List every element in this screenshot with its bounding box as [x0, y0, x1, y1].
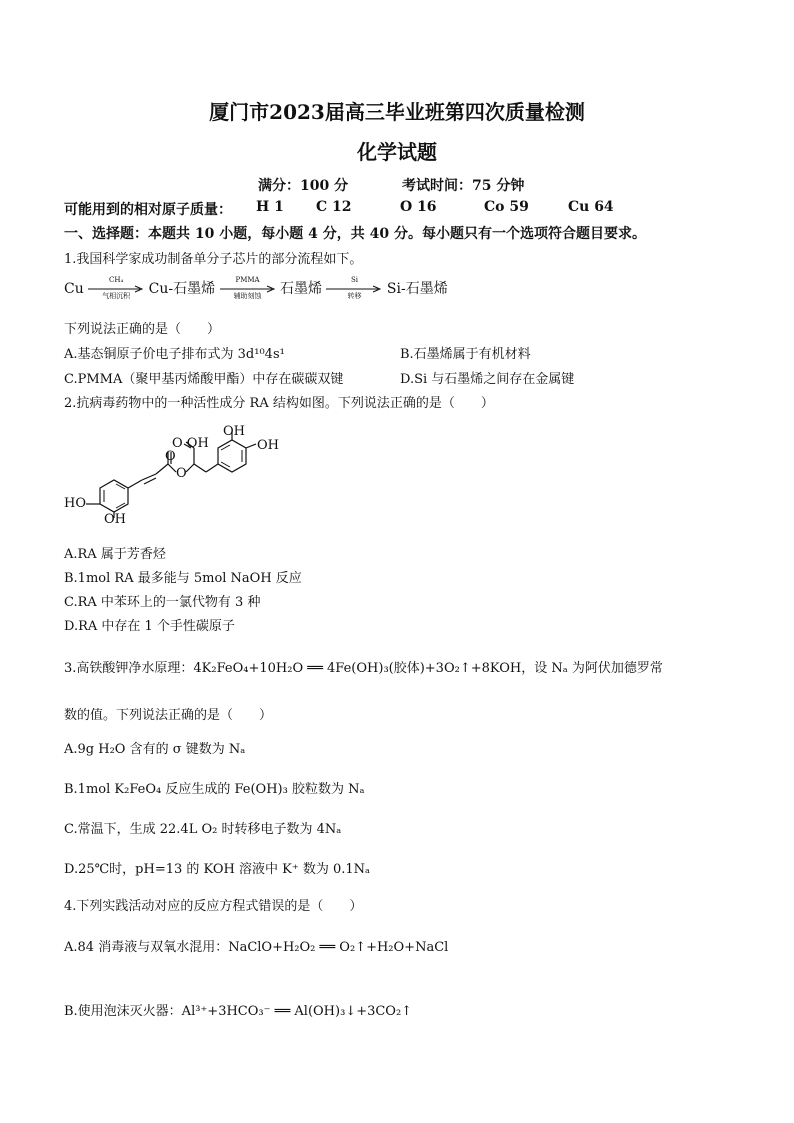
q2-stem: 2.抗病毒药物中的一种活性成分 RA 结构如图。下列说法正确的是（ ） — [64, 396, 494, 411]
q3-option-b: B.1mol K₂FeO₄ 反应生成的 Fe(OH)₃ 胶粒数为 Nₐ — [64, 782, 365, 797]
q3-option-d: D.25℃时，pH=13 的 KOH 溶液中 K⁺ 数为 0.1Nₐ — [64, 862, 371, 877]
flow-arrow-3 — [326, 276, 382, 300]
cooh-label: O OH — [172, 436, 209, 451]
q1-ask: 下列说法正确的是（ ） — [64, 322, 221, 337]
atomic-mass-label: 可能用到的相对原子质量： — [64, 202, 232, 218]
q2-option-b: B.1mol RA 最多能与 5mol NaOH 反应 — [64, 571, 302, 586]
q1-option-d: D.Si 与石墨烯之间存在金属键 — [400, 372, 575, 387]
flow-arrow-2-bot: 辅助刻蚀 — [233, 292, 262, 300]
flow-cu-graphene: Cu-石墨烯 — [148, 281, 216, 297]
q1-option-c: C.PMMA（聚甲基丙烯酸甲酯）中存在碳碳双键 — [64, 372, 344, 387]
flow-arrow-3-top: Si — [350, 276, 358, 284]
q2-option-d: D.RA 中存在 1 个手性碳原子 — [64, 619, 235, 634]
q3-stem-line1: 3.高铁酸钾净水原理：4K₂FeO₄+10H₂O ══ 4Fe(OH)₃(胶体)+3O₂↑+8KOH，设 Nₐ 为阿伏加德罗常 — [64, 661, 663, 676]
flow-si-graphene: Si-石墨烯 — [386, 281, 448, 297]
oh-bottom-label: OH — [104, 512, 126, 527]
q2-option-a: A.RA 属于芳香烃 — [64, 547, 166, 562]
flow-arrow-2-top: PMMA — [235, 276, 260, 284]
subject-title: 化学试题 — [357, 140, 437, 164]
q4-stem: 4.下列实践活动对应的反应方程式错误的是（ ） — [64, 899, 363, 914]
flow-arrow-2 — [220, 276, 276, 300]
q1-option-a: A.基态铜原子价电子排布式为 3d¹⁰4s¹ — [64, 347, 285, 362]
flow-arrow-1-bot: 气相沉积 — [102, 292, 131, 300]
flow-graphene: 石墨烯 — [280, 281, 323, 297]
q1-stem: 1.我国科学家成功制备单分子芯片的部分流程如下。 — [64, 252, 363, 267]
score-label: 满分：100 分 — [258, 178, 349, 194]
atomic-mass-o: O 16 — [400, 199, 437, 215]
flow-arrow-3-bot: 转移 — [347, 292, 362, 300]
oh-top-label: OH — [223, 424, 245, 439]
atomic-mass-c: C 12 — [316, 199, 352, 215]
q3-option-a: A.9g H₂O 含有的 σ 键数为 Nₐ — [64, 742, 246, 757]
q4-option-b: B.使用泡沫灭火器：Al³⁺+3HCO₃⁻ ══ Al(OH)₃↓+3CO₂↑ — [64, 1004, 413, 1019]
ester-o-label: O — [176, 466, 187, 481]
atomic-mass-co: Co 59 — [484, 199, 529, 215]
q4-option-a: A.84 消毒液与双氧水混用：NaClO+H₂O₂ ══ O₂↑+H₂O+NaCl — [64, 940, 449, 955]
q2-option-c: C.RA 中苯环上的一氯代物有 3 种 — [64, 595, 261, 610]
time-label: 考试时间：75 分钟 — [402, 178, 525, 194]
flow-arrow-1-top: CH₄ — [109, 276, 124, 284]
q1-flow — [64, 278, 448, 299]
flow-cu: Cu — [64, 281, 84, 297]
ho-left-label: HO — [64, 496, 86, 511]
exam-title: 厦门市2023届高三毕业班第四次质量检测 — [209, 100, 585, 124]
section-heading: 一、选择题：本题共 10 小题，每小题 4 分，共 40 分。每小题只有一个选项符合题目要求。 — [64, 226, 646, 242]
atomic-mass-cu: Cu 64 — [568, 199, 614, 215]
carbonyl-o-label: O — [165, 449, 176, 464]
q3-stem-line2: 数的值。下列说法正确的是（ ） — [64, 708, 273, 723]
q3-option-c: C.常温下，生成 22.4L O₂ 时转移电子数为 4Nₐ — [64, 822, 342, 837]
q1-option-b: B.石墨烯属于有机材料 — [400, 347, 531, 362]
oh-right-label: OH — [257, 438, 279, 453]
atomic-mass-h: H 1 — [256, 199, 284, 215]
flow-arrow-1 — [88, 276, 144, 300]
